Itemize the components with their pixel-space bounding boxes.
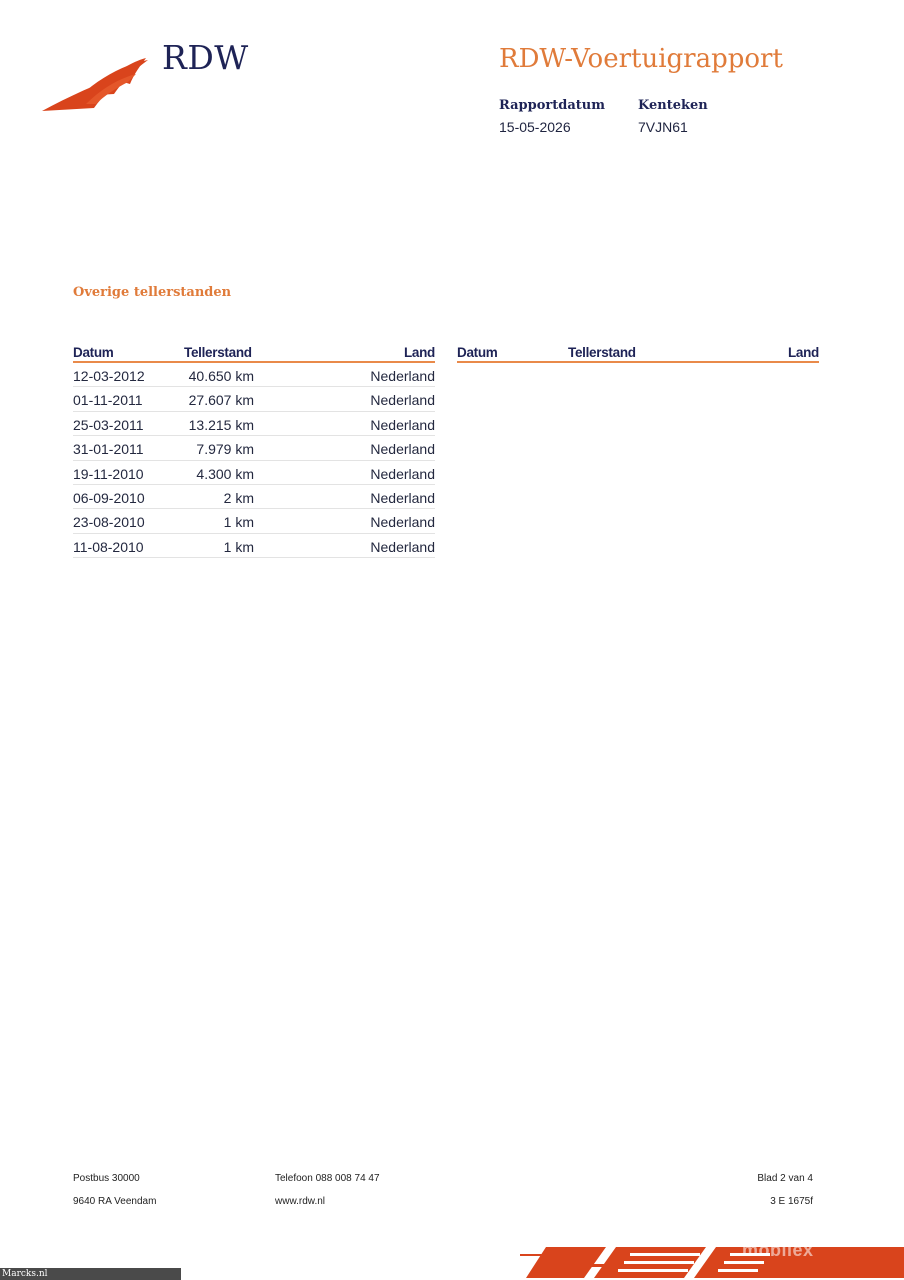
table-row	[73, 387, 435, 411]
footer-phone: Telefoon 088 008 74 47	[275, 1173, 380, 1184]
footer-address-line1: Postbus 30000	[73, 1173, 140, 1184]
source-badge	[0, 1268, 181, 1280]
report-title: RDW-Voertuigrapport	[499, 44, 783, 74]
table-row	[73, 534, 435, 558]
cell-date: 12-03-2012	[73, 368, 145, 384]
cell-country: Nederland	[370, 392, 435, 409]
cell-odometer: 1 km	[223, 538, 254, 555]
cell-odometer: 40.650 km	[188, 368, 254, 384]
cell-date: 01-11-2011	[73, 392, 143, 409]
column-header-country: Land	[403, 345, 435, 360]
cell-country: Nederland	[370, 465, 435, 482]
cell-country: Nederland	[370, 368, 435, 384]
section-title: Overige tellerstanden	[73, 285, 232, 300]
table-header	[73, 345, 435, 363]
table-row	[73, 461, 435, 485]
cell-odometer: 4.300 km	[196, 465, 254, 482]
cell-country: Nederland	[370, 441, 435, 458]
table-row	[73, 363, 435, 387]
footer-website-link[interactable]: www.rdw.nl	[275, 1196, 326, 1207]
column-header-date: Datum	[73, 345, 114, 360]
source-badge-text: Marcks.nl	[2, 1269, 48, 1279]
footer-code: 3 E 1675f	[770, 1196, 813, 1207]
cell-date: 19-11-2010	[73, 465, 144, 482]
logo-text: RDW	[162, 38, 249, 77]
cell-odometer: 1 km	[223, 514, 254, 531]
report-date-value: 15-05-2026	[499, 119, 571, 135]
footer-page-number: Blad 2 van 4	[757, 1173, 813, 1184]
cell-odometer: 13.215 km	[188, 416, 254, 433]
report-date-label: Rapportdatum	[499, 98, 605, 113]
cell-odometer: 2 km	[223, 489, 254, 506]
odometer-table-left	[73, 345, 435, 558]
cell-odometer: 7.979 km	[196, 441, 254, 458]
cell-odometer: 27.607 km	[188, 392, 254, 409]
cell-country: Nederland	[370, 416, 435, 433]
table-row	[73, 485, 435, 509]
cell-date: 11-08-2010	[73, 538, 144, 555]
table-row	[73, 509, 435, 533]
column-header-date: Datum	[457, 345, 498, 360]
cell-date: 06-09-2010	[73, 489, 145, 506]
cell-date: 31-01-2011	[73, 441, 144, 458]
decorative-stripes-icon	[520, 1242, 904, 1280]
cell-date: 23-08-2010	[73, 514, 145, 531]
cell-country: Nederland	[370, 514, 435, 531]
watermark-text: mobilex	[742, 1240, 814, 1260]
cell-country: Nederland	[370, 489, 435, 506]
table-row	[73, 436, 435, 460]
cell-country: Nederland	[370, 538, 435, 555]
plate-value: 7VJN61	[638, 119, 688, 135]
footer-address-line2: 9640 RA Veendam	[73, 1196, 157, 1207]
table-row	[73, 412, 435, 436]
column-header-odometer: Tellerstand	[184, 345, 252, 360]
column-header-country: Land	[787, 345, 819, 360]
column-header-odometer: Tellerstand	[568, 345, 636, 360]
cell-date: 25-03-2011	[73, 416, 144, 433]
odometer-table-right	[457, 345, 819, 363]
plate-label: Kenteken	[638, 98, 708, 113]
table-header	[457, 345, 819, 363]
